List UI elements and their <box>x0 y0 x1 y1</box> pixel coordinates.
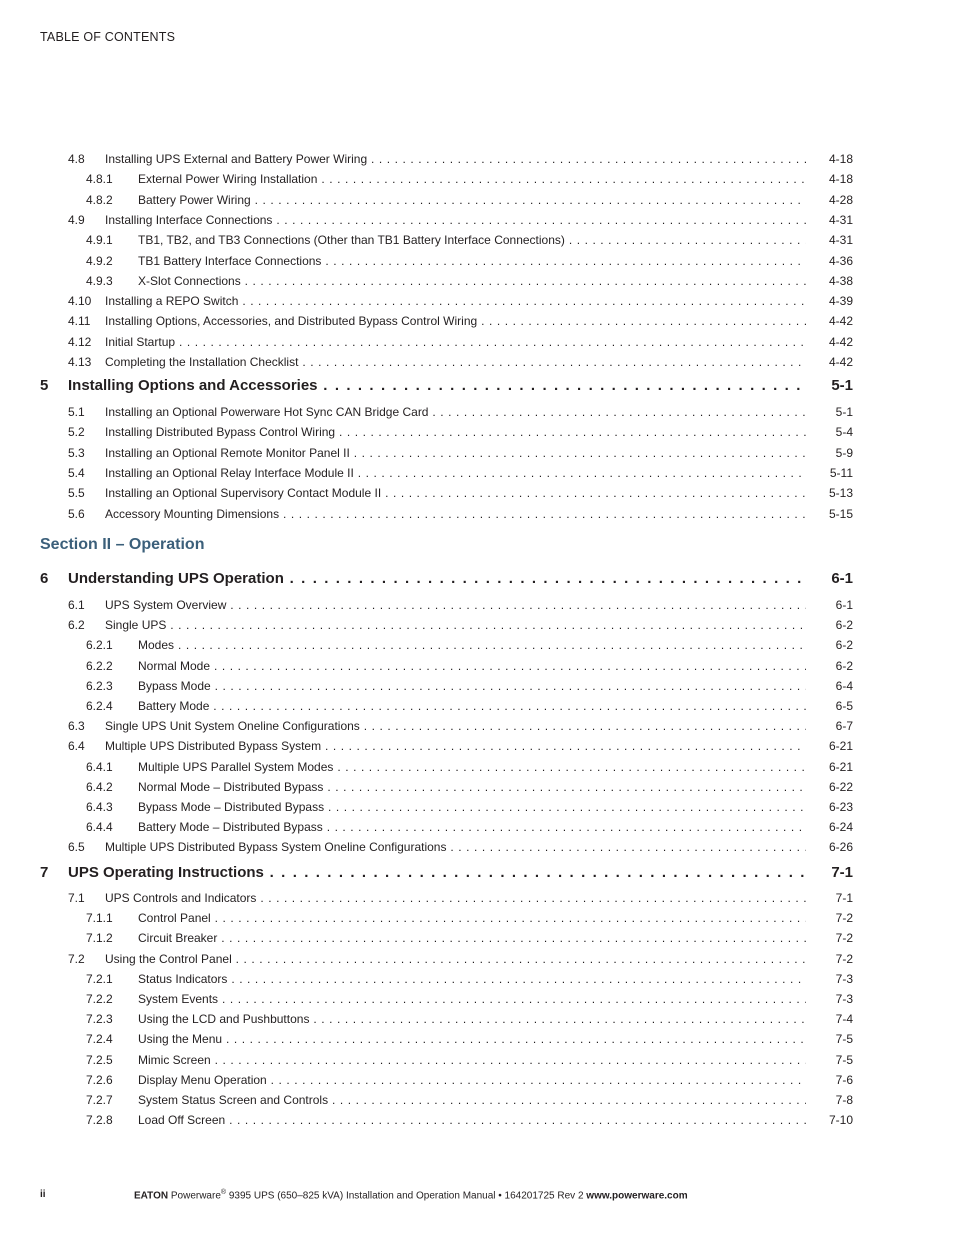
toc-entry-number: 7.2.2 <box>86 992 113 1006</box>
toc-entry-page: 4-18 <box>828 172 853 187</box>
toc-entry-title: Completing the Installation Checklist . . . <box>105 353 806 371</box>
toc-entry-page: 4-36 <box>828 253 853 268</box>
toc-entry-title: Load Off Screen . . . <box>138 1111 806 1129</box>
toc-entry-number: 7.2.5 <box>86 1052 113 1067</box>
chapter-number: 7 <box>40 864 49 881</box>
footer-website: www.powerware.com <box>586 1190 688 1202</box>
toc-entry-title: Installing an Optional Relay Interface Module II . . . <box>105 464 806 482</box>
toc-entry-page: 5-15 <box>828 506 853 521</box>
footer-text <box>134 1189 688 1201</box>
toc-entry-page: 5-4 <box>835 425 853 440</box>
toc-entry-title: System Events . . . <box>138 990 806 1008</box>
toc-entry-page: 5-11 <box>829 465 853 480</box>
toc-entry-page: 7-5 <box>835 1052 853 1067</box>
toc-chapter-5[interactable] <box>0 375 954 397</box>
toc-entry-title: Using the Menu . . . <box>138 1030 806 1048</box>
chapter-page: 5-1 <box>831 377 853 394</box>
toc-entry-number: 6.2.3 <box>86 678 113 693</box>
toc-entry-page: 6-4 <box>835 678 853 693</box>
toc-entry-number: 4.11 <box>68 314 91 329</box>
toc-entry-number: 4.8.1 <box>86 172 113 187</box>
toc-entry-title: Accessory Mounting Dimensions . . . <box>105 505 806 523</box>
toc-entry[interactable] <box>0 717 954 735</box>
toc-entry-page: 4-31 <box>828 233 853 248</box>
toc-entry[interactable] <box>0 444 954 462</box>
toc-entry-number: 5.3 <box>68 445 85 460</box>
toc-entry[interactable] <box>0 838 954 856</box>
toc-entry[interactable] <box>0 616 954 634</box>
toc-entry-number: 7.2.1 <box>86 971 113 986</box>
toc-entry-title: Battery Mode – Distributed Bypass . . . <box>138 818 806 836</box>
toc-entry-title: Display Menu Operation . . . <box>138 1071 806 1089</box>
toc-entry-title: X-Slot Connections . . . <box>138 272 806 290</box>
toc-entry[interactable] <box>0 423 954 441</box>
toc-entry[interactable] <box>0 950 954 968</box>
toc-entry-title: Battery Power Wiring . . . <box>138 191 806 209</box>
toc-entry[interactable] <box>0 1030 954 1048</box>
chapter-page: 7-1 <box>831 864 853 881</box>
toc-entry-number: 6.4.1 <box>86 759 113 774</box>
toc-entry[interactable] <box>0 990 954 1008</box>
toc-entry[interactable] <box>0 312 954 330</box>
toc-entry-number: 4.10 <box>68 294 92 309</box>
toc-entry-page: 7-8 <box>835 1093 853 1107</box>
toc-entry[interactable] <box>0 657 954 675</box>
toc-entry-title: Multiple UPS Distributed Bypass System Oneline Configurations . . . <box>105 838 806 856</box>
toc-entry-page: 4-38 <box>828 273 853 288</box>
toc-entry-title: TB1 Battery Interface Connections . . . <box>138 252 806 270</box>
toc-entry-page: 6-2 <box>835 658 853 673</box>
toc-entry-page: 6-2 <box>835 638 853 653</box>
toc-entry-page: 5-1 <box>835 405 853 419</box>
toc-entry-number: 5.5 <box>68 486 85 501</box>
toc-entry-page: 5-9 <box>835 445 853 460</box>
toc-entry[interactable] <box>0 292 954 310</box>
toc-entry-title: External Power Wiring Installation . . . <box>138 170 806 188</box>
chapter-title: Installing Options and Accessories . . . <box>68 375 806 397</box>
toc-entry[interactable] <box>0 231 954 249</box>
toc-chapter-7[interactable] <box>0 862 954 884</box>
toc-entry-page: 7-3 <box>835 971 853 986</box>
toc-entry[interactable] <box>0 677 954 695</box>
toc-entry-number: 4.8 <box>68 152 85 166</box>
toc-entry-title: Circuit Breaker . . . <box>138 929 806 947</box>
toc-entry-title: TB1, TB2, and TB3 Connections (Other than TB1 Battery Interface Connections) . . . <box>138 231 806 249</box>
toc-entry-number: 6.4 <box>68 739 85 754</box>
toc-entry-page: 4-31 <box>828 212 853 227</box>
toc-entry[interactable] <box>0 909 954 927</box>
footer-page-number: ii <box>40 1189 46 1200</box>
footer-title: 9395 UPS (650–825 kVA) Installation and Operation Manual • 164201725 Rev 2 <box>226 1190 587 1202</box>
toc-entry-page: 7-2 <box>835 951 853 966</box>
toc-entry[interactable] <box>0 353 954 371</box>
toc-entry-page: 7-6 <box>835 1072 853 1087</box>
toc-entry-page: 6-7 <box>835 719 853 734</box>
toc-entry-page: 6-2 <box>835 618 853 633</box>
toc-entry-number: 6.2 <box>68 618 85 633</box>
toc-entry-page: 4-42 <box>828 314 853 329</box>
toc-entry-page: 6-24 <box>828 820 853 835</box>
toc-entry[interactable] <box>0 697 954 715</box>
toc-entry-page: 7-5 <box>835 1032 853 1047</box>
toc-entry[interactable] <box>0 272 954 290</box>
toc-entry-number: 6.4.2 <box>86 779 113 794</box>
toc-entry-number: 7.2.3 <box>86 1012 113 1027</box>
toc-entry-number: 4.13 <box>68 355 92 369</box>
toc-entry-title: Installing Interface Connections . . . <box>105 211 806 229</box>
toc-entry-title: Using the Control Panel . . . <box>105 950 806 968</box>
toc-entry-page: 6-1 <box>835 598 853 612</box>
toc-entry-number: 6.3 <box>68 719 85 734</box>
toc-entry-title: Single UPS . . . <box>105 616 806 634</box>
toc-entry-number: 5.2 <box>68 425 85 440</box>
toc-entry-title: Bypass Mode – Distributed Bypass . . . <box>138 798 806 816</box>
toc-entry-title: Battery Mode . . . <box>138 697 806 715</box>
toc-entry-title: Normal Mode . . . <box>138 657 806 675</box>
toc-entry-page: 4-39 <box>828 294 853 309</box>
toc-entry-number: 6.4.3 <box>86 800 113 814</box>
chapter-page: 6-1 <box>831 570 853 587</box>
toc-entry-page: 4-28 <box>828 192 853 207</box>
toc-entry-number: 4.9.3 <box>86 273 113 288</box>
toc-entry[interactable] <box>0 333 954 351</box>
toc-entry-page: 7-1 <box>835 891 853 905</box>
toc-entry-title: Single UPS Unit System Oneline Configurations . . . <box>105 717 806 735</box>
toc-entry[interactable] <box>0 636 954 654</box>
toc-entry-title: Modes . . . <box>138 636 806 654</box>
toc-entry-number: 7.2 <box>68 951 85 966</box>
toc-entry[interactable] <box>0 818 954 836</box>
toc-entry-title: UPS Controls and Indicators . . . <box>105 889 806 907</box>
toc-entry-number: 7.1.2 <box>86 931 113 946</box>
toc-entry-page: 4-42 <box>828 334 853 349</box>
toc-entry-page: 7-4 <box>835 1012 853 1027</box>
toc-entry[interactable] <box>0 889 954 907</box>
toc-entry-number: 5.6 <box>68 506 85 521</box>
toc-entry-number: 7.2.8 <box>86 1113 113 1128</box>
toc-entry[interactable] <box>0 778 954 796</box>
toc-entry-number: 7.2.7 <box>86 1093 113 1107</box>
toc-entry-page: 6-22 <box>828 779 853 794</box>
toc-entry-title: Initial Startup . . . <box>105 333 806 351</box>
chapter-title: Understanding UPS Operation . . . <box>68 568 806 590</box>
toc-entry[interactable] <box>0 758 954 776</box>
toc-entry-number: 4.8.2 <box>86 192 113 207</box>
toc-entry[interactable] <box>0 150 954 168</box>
toc-entry-page: 4-42 <box>828 355 853 369</box>
toc-entry-page: 7-2 <box>835 911 853 926</box>
toc-entry-title: Installing a REPO Switch . . . <box>105 292 806 310</box>
toc-entry-page: 6-5 <box>835 699 853 713</box>
toc-entry[interactable] <box>0 191 954 209</box>
toc-entry-number: 6.2.4 <box>86 699 113 713</box>
toc-entry-number: 7.1.1 <box>86 911 113 926</box>
toc-entry-page: 5-13 <box>828 486 853 501</box>
toc-entry-number: 4.9 <box>68 212 85 227</box>
toc-entry[interactable] <box>0 1091 954 1109</box>
toc-entry-number: 4.12 <box>68 334 92 349</box>
toc-entry-title: Installing an Optional Supervisory Contact Module II . . . <box>105 484 806 502</box>
toc-entry-page: 7-3 <box>835 992 853 1006</box>
toc-entry-title: UPS System Overview . . . <box>105 596 806 614</box>
toc-entry-title: System Status Screen and Controls . . . <box>138 1091 806 1109</box>
toc-entry-page: 6-23 <box>828 800 853 814</box>
toc-entry-number: 6.4.4 <box>86 820 113 835</box>
toc-entry-title: Installing an Optional Powerware Hot Sync CAN Bridge Card . . . <box>105 403 806 421</box>
toc-entry-number: 4.9.1 <box>86 233 113 248</box>
toc-entry-title: Status Indicators . . . <box>138 970 806 988</box>
toc-entry-number: 7.2.4 <box>86 1032 113 1047</box>
toc-entry[interactable] <box>0 252 954 270</box>
toc-entry-number: 7.2.6 <box>86 1072 113 1087</box>
toc-entry[interactable] <box>0 1051 954 1069</box>
toc-entry-page: 4-18 <box>828 152 853 166</box>
toc-entry-title: Mimic Screen . . . <box>138 1051 806 1069</box>
toc-entry-title: Multiple UPS Parallel System Modes . . . <box>138 758 806 776</box>
toc-entry-number: 6.5 <box>68 840 85 855</box>
toc-entry-number: 6.2.1 <box>86 638 113 653</box>
toc-entry-title: Control Panel . . . <box>138 909 806 927</box>
toc-entry[interactable] <box>0 464 954 482</box>
toc-entry-page: 7-2 <box>835 931 853 946</box>
toc-entry-number: 7.1 <box>68 891 85 905</box>
toc-entry[interactable] <box>0 596 954 614</box>
toc-chapter-6[interactable] <box>0 568 954 590</box>
toc-entry-number: 6.1 <box>68 598 85 612</box>
footer-brand: EATON <box>134 1190 169 1202</box>
toc-entry[interactable] <box>0 798 954 816</box>
toc-entry-number: 4.9.2 <box>86 253 113 268</box>
toc-entry-page: 6-21 <box>828 759 853 774</box>
toc-entry-title: Multiple UPS Distributed Bypass System . . . <box>105 737 806 755</box>
toc-entry-title: Installing Options, Accessories, and Distributed Bypass Control Wiring . . . <box>105 312 806 330</box>
toc-entry[interactable] <box>0 1071 954 1089</box>
toc-entry[interactable] <box>0 484 954 502</box>
running-header: TABLE OF CONTENTS <box>40 30 176 44</box>
registered-mark: ® <box>220 1189 227 1196</box>
toc-entry[interactable] <box>0 211 954 229</box>
toc-entry-title: Bypass Mode . . . <box>138 677 806 695</box>
footer-product: Powerware <box>170 1190 221 1202</box>
chapter-number: 5 <box>40 377 49 394</box>
toc-entry-title: Using the LCD and Pushbuttons . . . <box>138 1010 806 1028</box>
toc-entry[interactable] <box>0 1111 954 1129</box>
section-heading: Section II – Operation <box>40 536 205 553</box>
toc-entry[interactable] <box>0 170 954 188</box>
toc-entry-title: Normal Mode – Distributed Bypass . . . <box>138 778 806 796</box>
toc-entry[interactable] <box>0 1010 954 1028</box>
toc-entry-title: Installing UPS External and Battery Power Wiring . . . <box>105 150 806 168</box>
toc-entry-number: 5.1 <box>68 405 85 419</box>
toc-entry-page: 6-26 <box>828 840 853 855</box>
toc-entry-number: 6.2.2 <box>86 658 113 673</box>
toc-entry[interactable] <box>0 970 954 988</box>
chapter-number: 6 <box>40 570 49 587</box>
toc-entry[interactable] <box>0 403 954 421</box>
toc-entry[interactable] <box>0 737 954 755</box>
toc-entry-page: 7-10 <box>828 1113 853 1128</box>
toc-entry[interactable] <box>0 505 954 523</box>
toc-entry[interactable] <box>0 929 954 947</box>
toc-entry-title: Installing Distributed Bypass Control Wiring . . . <box>105 423 806 441</box>
toc-entry-number: 5.4 <box>68 465 85 480</box>
toc-entry-page: 6-21 <box>828 739 853 754</box>
chapter-title: UPS Operating Instructions . . . <box>68 862 806 884</box>
toc-entry-title: Installing an Optional Remote Monitor Panel II . . . <box>105 444 806 462</box>
